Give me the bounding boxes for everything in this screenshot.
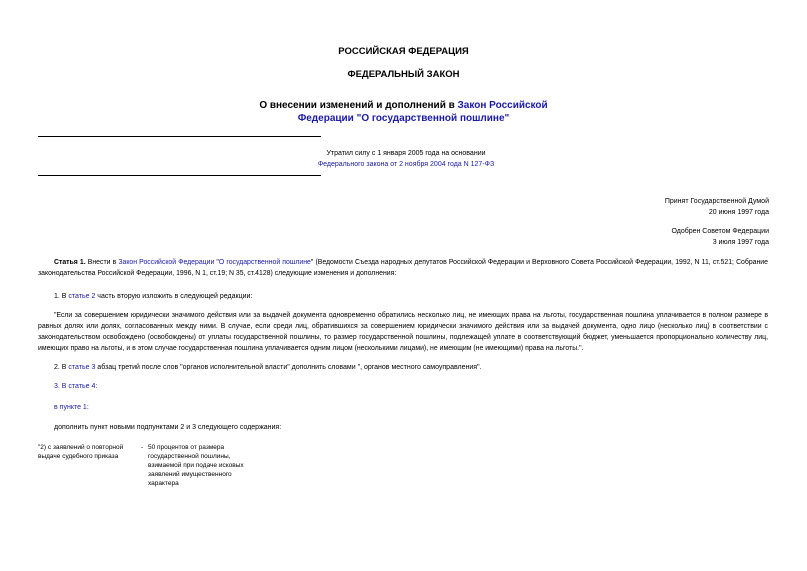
table-left-cell [38,443,148,461]
article-1-paragraph [38,257,768,279]
article-1-text-1: Внести в [85,259,119,266]
item-3-subitem-link[interactable]: в пункте 1: [54,404,89,411]
quote-paragraph: "Если за совершением юридически значимого действия или за выдачей документа одновременно обратились несколько лиц, не имеющих права на льготы, государственная пошлина уплачивается в полном размере в равных долях или долях, согласованных между ними. В случае, если среди лиц, обратившихся за совершением юридически значимого действия или за выдачей документа, одно лицо (несколько лиц) в соответствии с законодательством освобождено (освобождены) от уплаты государственной пошлины, то размер государственной пошлины, подлежащей уплате в соответствующий бюджет, уменьшается пропорционально количеству лиц, имеющих право на льготы, и в этом случае государственная пошлина уплачивается одним лицом (несколькими лицами), не имеющим (не имеющими) права на льготы.". [38,312,768,352]
table-right-line-1: 50 процентов от размера [148,444,225,451]
status-text: Утратил силу с 1 января 2005 года на основании [326,150,486,157]
duma-line2: 20 июня 1997 года [708,209,769,216]
duma-line1: Принят Государственной Думой [664,198,769,205]
council-adoption [671,226,769,248]
table-right-line-2: государственной пошлины, [148,453,231,460]
council-line1: Одобрен Советом Федерации [671,228,769,235]
item-2 [54,362,482,373]
table-right-line-3: взимаемой при подаче исковых [148,462,244,469]
article-1-law-link[interactable]: Закон Российской Федерации [118,259,215,266]
divider-bottom [38,175,321,176]
table-left-line-1: "2) с заявлений о повторной [38,444,124,451]
table-right-line-4: заявлений имущественного [148,471,232,478]
item-3-link[interactable]: 3. В статье 4: [54,383,98,390]
item-3-text: дополнить пункт новыми подпунктами 2 и 3 следующего содержания: [54,424,282,431]
document-title [0,99,807,125]
article-1-title-link[interactable]: О государственной пошлине [218,259,311,266]
item-1-text-2: часть вторую изложить в следующей редакции: [95,293,253,300]
item-2-text-2: абзац третий после слов "органов исполнительной власти" дополнить словами ", органов местного самоуправления". [95,364,482,371]
item-1 [54,291,252,302]
article-1-text-3: " (Ведомости Съезда народных депутатов Российской Федерации и Верховного Совета Российской Федерации, 1992, N 11, ст.521; Собрание законодательства Российской Федерации, 1996, N 1, ст.19; N 35, ст.4128) следующие изменения и дополнения: [38,259,768,277]
table-right-line-5: характера [148,480,179,487]
article-1-label: Статья 1. [54,259,86,266]
item-2-article-link[interactable]: статье 3 [68,364,96,371]
article-1-text-2: " [214,259,219,266]
divider-top [38,136,321,137]
title-law-link-2[interactable]: Федерации "О государственной пошлине" [297,113,510,124]
table-dash: - [141,444,144,451]
item-2-text-1: 2. В [54,364,69,371]
duma-adoption [665,196,769,218]
status-repeal-link[interactable]: Федерального закона от 2 ноября 2004 года N 127-ФЗ [317,161,495,168]
title-law-link-1[interactable]: Закон Российской [457,100,548,111]
country-heading: РОССИЙСКАЯ ФЕДЕРАЦИЯ [338,46,469,57]
doc-type-heading: ФЕДЕРАЛЬНЫЙ ЗАКОН [347,69,460,80]
item-1-text-1: 1. В [54,293,69,300]
item-1-article-link[interactable]: статье 2 [68,293,96,300]
title-prefix: О внесении изменений и дополнений в [259,100,458,111]
table-left-line-2: выдаче судебного приказа [38,453,119,460]
table-right-cell [148,443,268,488]
council-line2: 3 июля 1997 года [712,239,769,246]
